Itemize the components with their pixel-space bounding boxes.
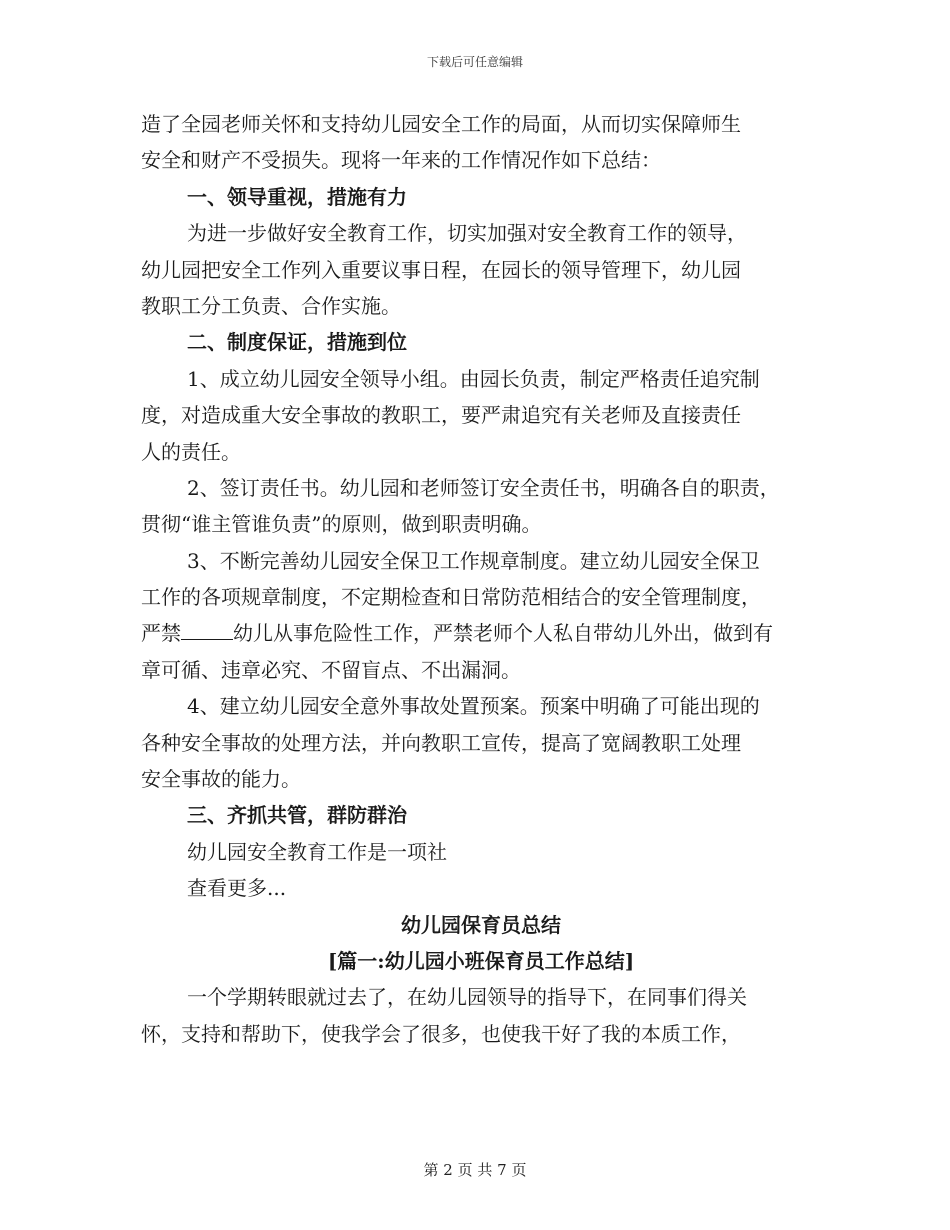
paragraph-line: 度，对造成重大安全事故的教职工，要严肃追究有关老师及直接责任 [141, 403, 741, 428]
document-title: 幼儿园保育员总结 [401, 912, 561, 937]
document-body [141, 106, 821, 1052]
paragraph-line: 幼儿园安全教育工作是一项社 [187, 839, 447, 864]
paragraph-line: 1、成立幼儿园安全领导小组。由园长负责，制定严格责任追究制 [187, 366, 760, 391]
paragraph-line: 怀，支持和帮助下，使我学会了很多，也使我干好了我的本质工作， [141, 1021, 741, 1046]
paragraph-line: 贯彻“谁主管谁负责”的原则，做到职责明确。 [141, 512, 542, 537]
section-heading-1: 一、领导重视，措施有力 [187, 184, 407, 209]
paragraph-line: 安全和财产不受损失。现将一年来的工作情况作如下总结： [141, 148, 661, 173]
paragraph-line: 各种安全事故的处理方法，并向教职工宣传，提高了宽阔教职工处理 [141, 730, 741, 755]
paragraph-line-with-blank [141, 615, 821, 651]
line-text-before-blank: 严禁 [141, 621, 181, 646]
fill-in-blank [181, 619, 233, 640]
document-subtitle: [篇一:幼儿园小班保育员工作总结] [327, 948, 635, 973]
paragraph-line: 3、不断完善幼儿园安全保卫工作规章制度。建立幼儿园安全保卫 [187, 548, 760, 573]
paragraph-line: 人的责任。 [141, 439, 241, 464]
paragraph-line: 幼儿园把安全工作列入重要议事日程，在园长的领导管理下，幼儿园 [141, 257, 741, 282]
section-heading-3: 三、齐抓共管，群防群治 [187, 803, 407, 828]
page-header: 下载后可任意编辑 [426, 55, 523, 69]
paragraph-line: 章可循、违章必究、不留盲点、不出漏洞。 [141, 657, 521, 682]
paragraph-line: 教职工分工负责、合作实施。 [141, 293, 401, 318]
paragraph-line: 安全事故的能力。 [141, 767, 301, 792]
paragraph-line: 2、签订责任书。幼儿园和老师签订安全责任书，明确各自的职责， [187, 475, 780, 500]
paragraph-line: 一个学期转眼就过去了，在幼儿园领导的指导下，在同事们得关 [187, 985, 747, 1010]
view-more-link[interactable]: 查看更多... [187, 876, 287, 901]
paragraph-line: 为进一步做好安全教育工作，切实加强对安全教育工作的领导， [187, 221, 747, 246]
paragraph-line: 4、建立幼儿园安全意外事故处置预案。预案中明确了可能出现的 [187, 694, 760, 719]
paragraph-line: 造了全园老师关怀和支持幼儿园安全工作的局面，从而切实保障师生 [141, 112, 741, 136]
line-text-after-blank: 幼儿从事危险性工作，严禁老师个人私自带幼儿外出，做到有 [233, 621, 773, 646]
section-heading-2: 二、制度保证，措施到位 [187, 330, 407, 355]
paragraph-line: 工作的各项规章制度，不定期检查和日常防范相结合的安全管理制度， [141, 585, 761, 610]
page-footer: 第 2 页 共 7 页 [423, 1161, 527, 1179]
